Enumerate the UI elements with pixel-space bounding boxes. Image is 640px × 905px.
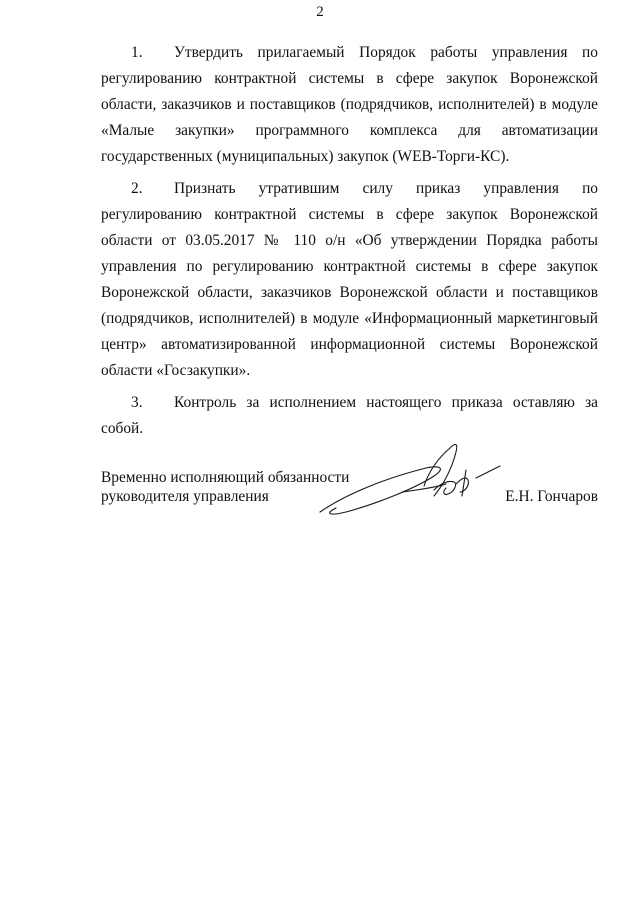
item-number: 2. <box>131 180 143 197</box>
item-text: Контроль за исполнением настоящего приказа оставляю за собой. <box>101 394 598 437</box>
signatory-name: Е.Н. Гончаров <box>505 488 598 505</box>
signatory-position-line1: Временно исполняющий обязанности <box>101 469 350 486</box>
item-number: 3. <box>131 394 143 411</box>
item-text: Признать утратившим силу приказ управления по регулированию контрактной системы в сфере закупок Воронежской области от 03.05.2017 № 110 о/н «Об утверждении Порядка работы управления по регулированию контрактной системы в сфере закупок Воронежской области, заказчиков Воронежской области и поставщиков (подрядчиков, исполнителей) в модуле «Информационный маркетинговый центр» автоматизированной информационной системы Воронежской области «Госзакупки». <box>101 180 598 379</box>
handwritten-signature <box>316 434 516 524</box>
order-body <box>101 40 598 448</box>
item-text: Утвердить прилагаемый Порядок работы управления по регулированию контрактной системы в сфере закупок Воронежской области, заказчиков и поставщиков (подрядчиков, исполнителей) в модуле «Малые закупки» программного комплекса для автоматизации государственных (муниципальных) закупок (WEB-Торги-КС). <box>101 44 598 165</box>
order-item-2 <box>101 176 598 384</box>
signatory-position-line2: руководителя управления <box>101 488 269 505</box>
page-number: 2 <box>316 4 324 20</box>
item-number: 1. <box>131 44 143 61</box>
order-item-1 <box>101 40 598 170</box>
